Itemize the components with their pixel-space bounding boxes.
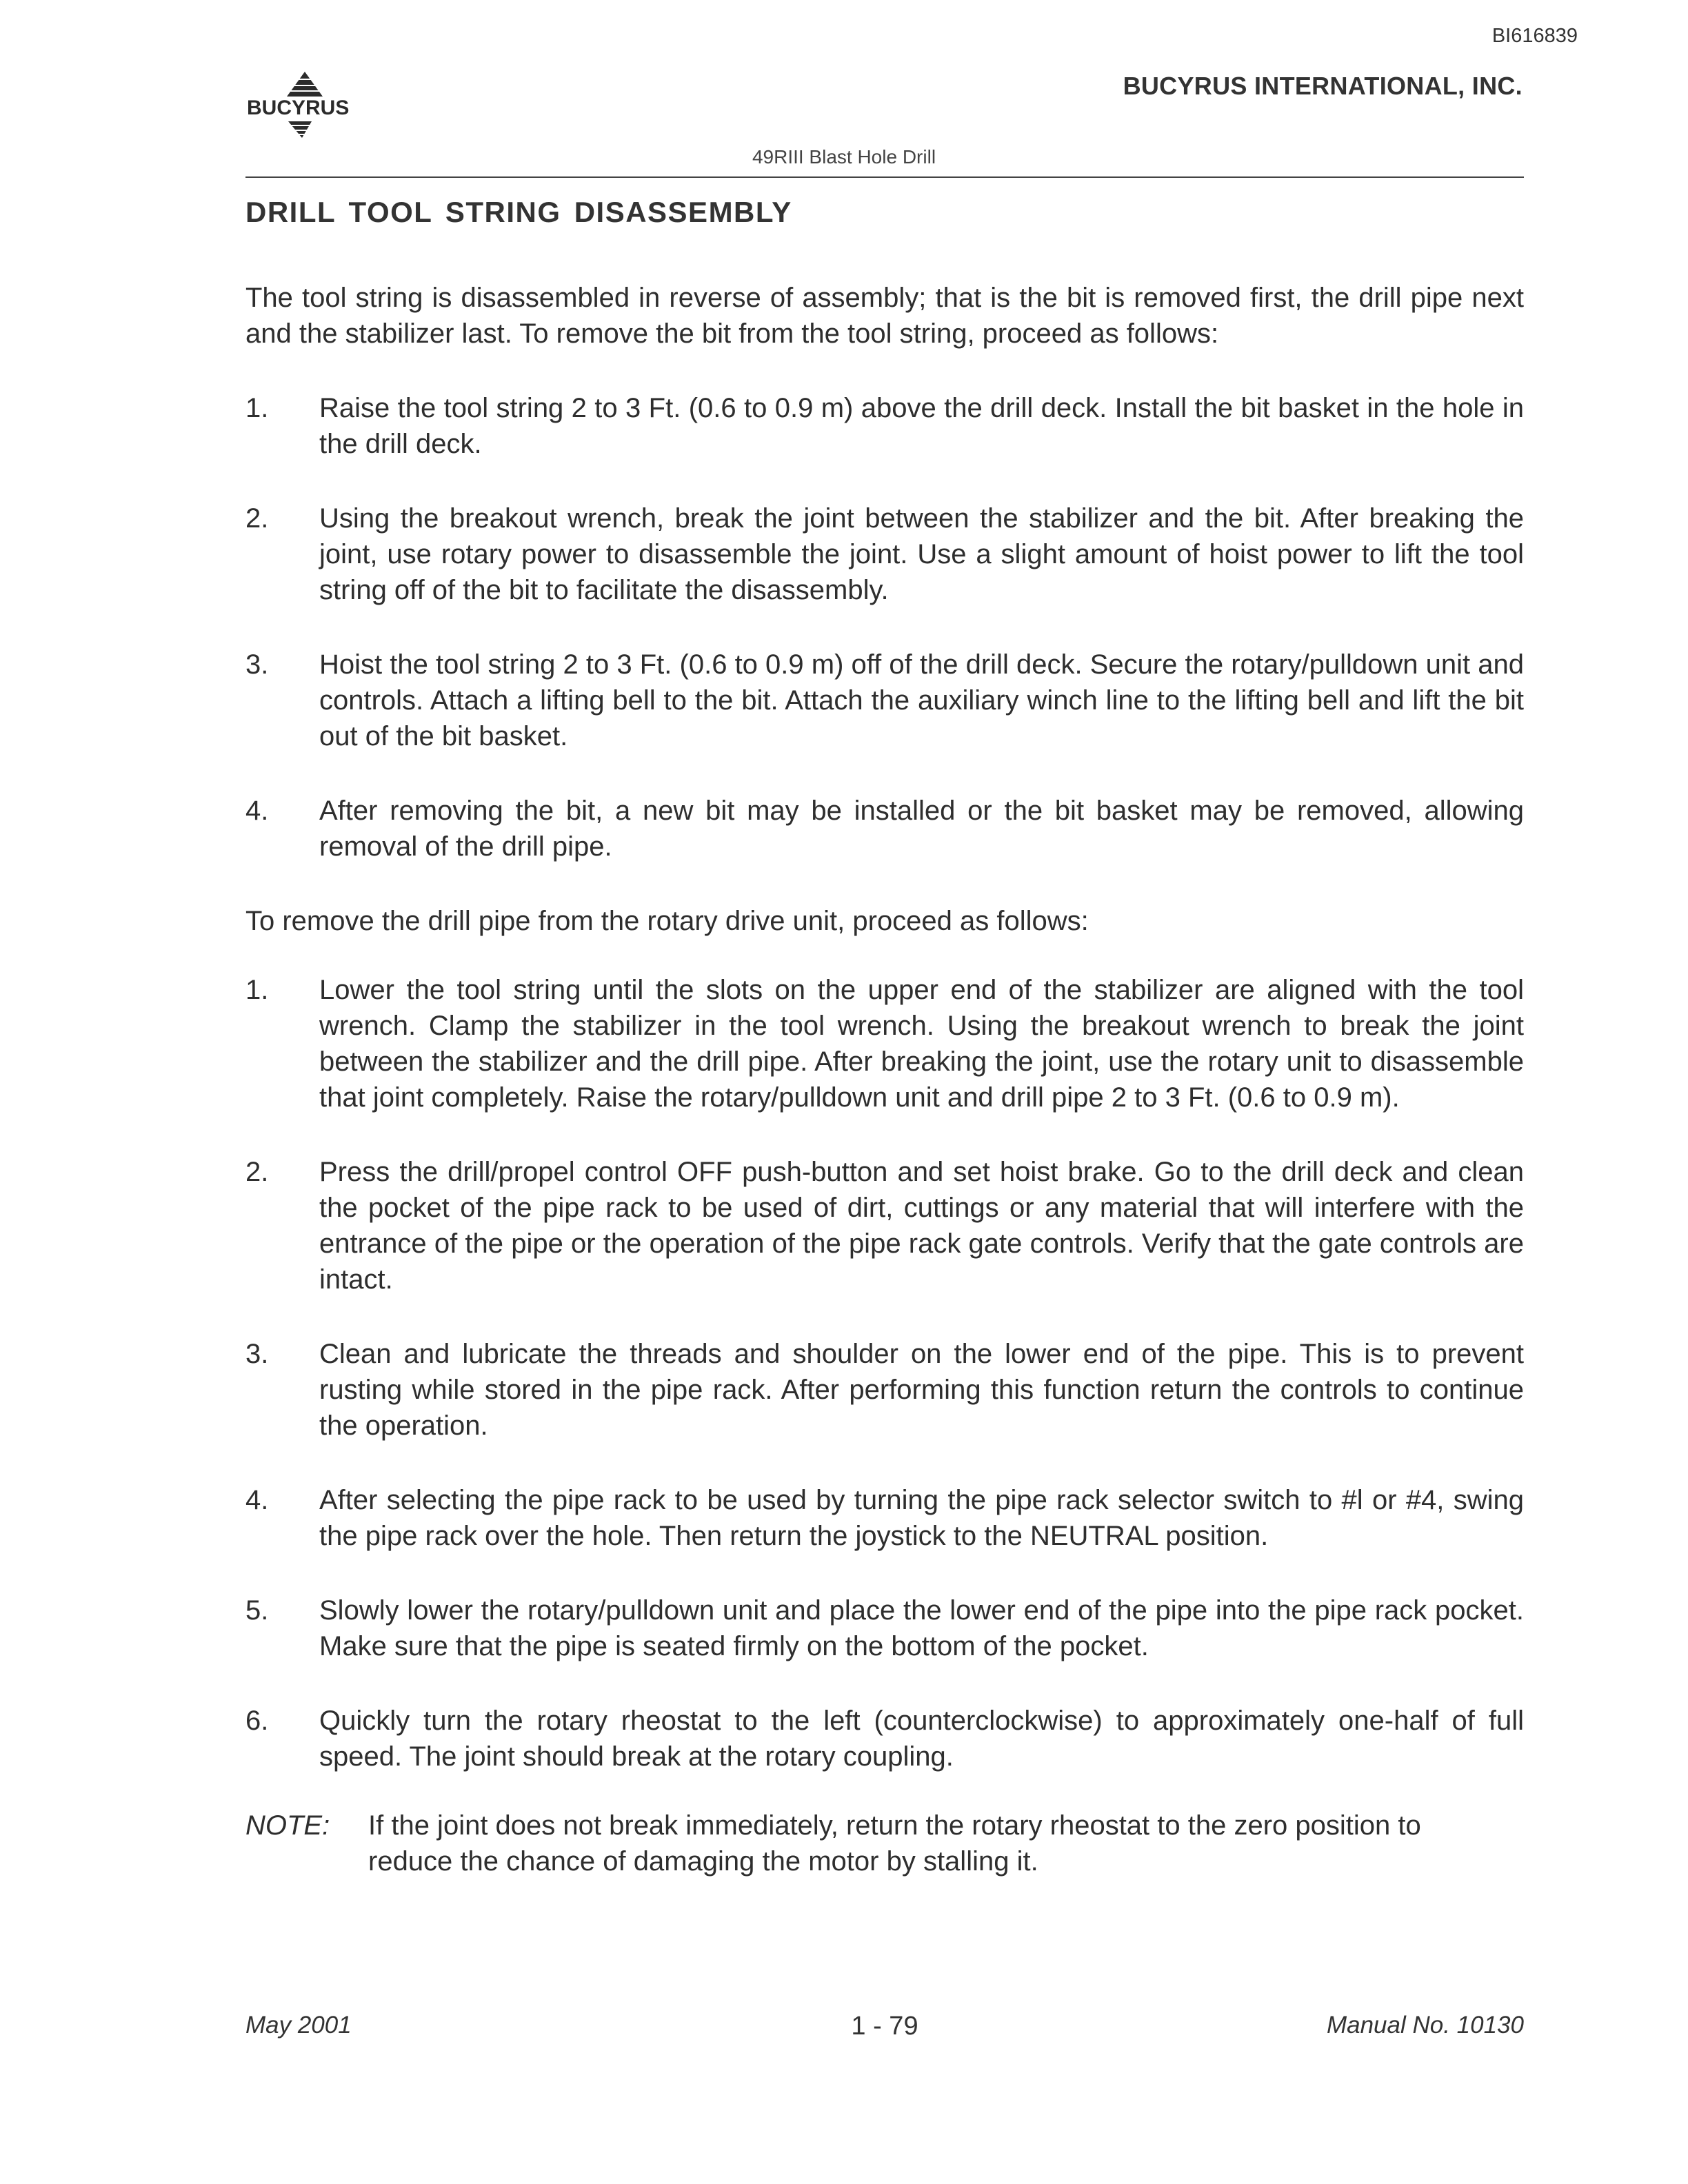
- svg-text:BUCYRUS: BUCYRUS: [247, 97, 350, 119]
- item-number: 3.: [245, 1339, 269, 1369]
- note: [245, 1808, 1524, 1879]
- item-number: 2.: [245, 1157, 269, 1187]
- document-id: BI616839: [1491, 25, 1578, 47]
- bucyrus-logo: [245, 66, 370, 156]
- item-number: 5.: [245, 1595, 269, 1626]
- list-item: [245, 793, 1524, 865]
- manual-number: Manual No. 10130: [1326, 2012, 1524, 2039]
- company-name: BUCYRUS INTERNATIONAL, INC.: [1123, 72, 1523, 100]
- item-text: After selecting the pipe rack to be used by turning the pipe rack selector switch to #l or #4, swing the pipe rack over the hole. Then return the joystick to the NEUTRAL position.: [319, 1485, 1524, 1551]
- document-body: [245, 280, 1524, 1879]
- footer-date: May 2001: [245, 2012, 352, 2039]
- item-text: Quickly turn the rotary rheostat to the left (counterclockwise) to approximately one-half of full speed. The joint should break at the rotary coupling.: [319, 1706, 1524, 1772]
- section-title: DRILL TOOL STRING DISASSEMBLY: [245, 196, 792, 228]
- product-name: 49RIII Blast Hole Drill: [752, 146, 936, 168]
- list-item: [245, 1593, 1524, 1664]
- item-text: Using the breakout wrench, break the joint between the stabilizer and the bit. After breaking the joint, use rotary power to disassemble the joint. Use a slight amount of hoist power to lift the tool string off of the bit to facilitate the disassembly.: [319, 503, 1524, 605]
- item-number: 6.: [245, 1706, 269, 1736]
- list-item: [245, 1336, 1524, 1444]
- item-number: 1.: [245, 393, 269, 423]
- item-text: Slowly lower the rotary/pulldown unit and place the lower end of the pipe into the pipe rack pocket. Make sure that the pipe is seated firmly on the bottom of the pocket.: [319, 1595, 1524, 1661]
- page-number: 1 - 79: [851, 2012, 918, 2041]
- item-text: Hoist the tool string 2 to 3 Ft. (0.6 to 0.9 m) off of the drill deck. Secure the rotary/pulldown unit and controls. Attach a lifting bell to the bit. Attach the auxiliary winch line to the lifting bell and lift the bit out of the bit basket.: [319, 649, 1524, 751]
- item-number: 3.: [245, 649, 269, 680]
- item-text: After removing the bit, a new bit may be installed or the bit basket may be removed, allowing removal of the drill pipe.: [319, 796, 1524, 862]
- note-label: NOTE:: [245, 1810, 330, 1841]
- item-text: Clean and lubricate the threads and shoulder on the lower end of the pipe. This is to prevent rusting while stored in the pipe rack. After performing this function return the controls to continue the operation.: [319, 1339, 1524, 1441]
- list-item: [245, 501, 1524, 608]
- list-item: [245, 1482, 1524, 1554]
- intro-paragraph: The tool string is disassembled in reverse of assembly; that is the bit is removed first, the drill pipe next and the stabilizer last. To remove the bit from the tool string, proceed as follows:: [245, 283, 1524, 349]
- list-item: [245, 390, 1524, 462]
- item-number: 2.: [245, 503, 269, 534]
- item-text: Lower the tool string until the slots on the upper end of the stabilizer are aligned with the tool wrench. Clamp the stabilizer in the tool wrench. Using the breakout wrench to break the joint between the stabilizer and the drill pipe. After breaking the joint, use the rotary unit to disassemble that joint completely. Raise the rotary/pulldown unit and drill pipe 2 to 3 Ft. (0.6 to 0.9 m).: [319, 975, 1524, 1113]
- item-number: 4.: [245, 796, 269, 826]
- list-item: [245, 1703, 1524, 1775]
- item-text: Press the drill/propel control OFF push-button and set hoist brake. Go to the drill deck and clean the pocket of the pipe rack to be used of dirt, cuttings or any material that will interfere with the entrance of the pipe or the operation of the pipe rack gate controls. Verify that the gate controls are intact.: [319, 1157, 1524, 1295]
- list-item: [245, 1154, 1524, 1297]
- list-item: [245, 647, 1524, 754]
- page-footer: [245, 2012, 1524, 2046]
- list-item: [245, 972, 1524, 1115]
- pipe-intro-paragraph: To remove the drill pipe from the rotary drive unit, proceed as follows:: [245, 906, 1089, 936]
- note-text: If the joint does not break immediately, return the rotary rheostat to the zero position to reduce the chance of damaging the motor by stalling it.: [368, 1810, 1421, 1877]
- item-number: 1.: [245, 975, 269, 1005]
- item-text: Raise the tool string 2 to 3 Ft. (0.6 to 0.9 m) above the drill deck. Install the bit basket in the hole in the drill deck.: [319, 393, 1524, 459]
- item-number: 4.: [245, 1485, 269, 1515]
- header-rule: [245, 176, 1524, 178]
